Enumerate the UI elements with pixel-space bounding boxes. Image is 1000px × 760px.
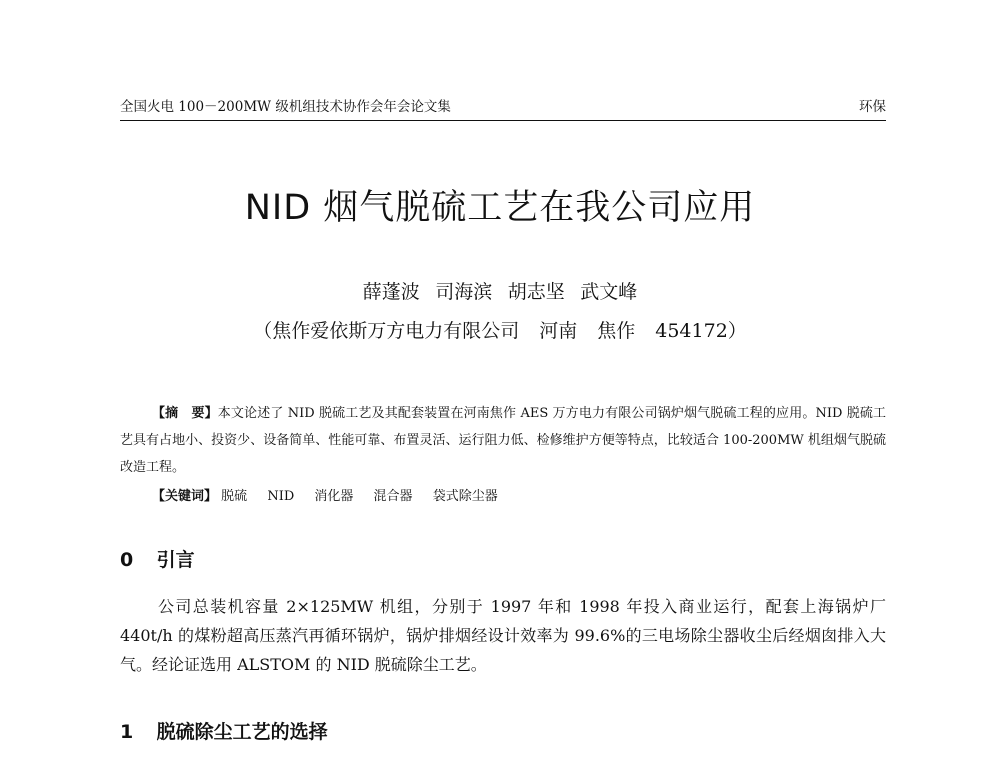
section-number: 0 — [120, 549, 134, 571]
affiliation-city: 焦作 — [597, 320, 636, 342]
affiliation-open-paren: （ — [253, 320, 273, 342]
affiliation-province: 河南 — [539, 320, 578, 342]
abstract — [120, 400, 886, 481]
affiliation-org: 焦作爱依斯万方电力有限公司 — [272, 320, 520, 342]
keywords — [120, 483, 886, 510]
keyword-item: 混合器 — [373, 489, 413, 504]
keyword-item: 脱硫 — [221, 489, 248, 504]
keyword-item: 消化器 — [314, 489, 354, 504]
section-heading-process-selection — [120, 720, 328, 744]
section-number: 1 — [120, 721, 134, 743]
introduction-paragraph: 公司总装机容量 2×125MW 机组，分别于 1997 年和 1998 年投入商业运行，配套上海锅炉厂 440t/h 的煤粉超高压蒸汽再循环锅炉，锅炉排烟经设计效率为 99.6%的三电场除尘器收尘后经烟囱排入大气。经论证选用 ALSTOM 的 NID 脱硫除尘工艺。 — [120, 597, 886, 674]
section-heading-introduction — [120, 548, 195, 572]
affiliation-close-paren: ） — [727, 320, 747, 342]
abstract-text: 本文论述了 NID 脱硫工艺及其配套装置在河南焦作 AES 万方电力有限公司锅炉烟气脱硫工程的应用。NID 脱硫工艺具有占地小、投资少、设备简单、性能可靠、布置灵活、运行阻力低、检修维护方便等特点，比较适合 100-200MW 机组烟气脱硫改造工程。 — [120, 406, 886, 475]
affiliation — [0, 319, 1000, 343]
header-proceedings-title: 全国火电 100－200MW 级机组技术协作会年会论文集 — [120, 99, 451, 115]
affiliation-postcode: 454172 — [655, 320, 728, 342]
section-title: 引言 — [156, 549, 195, 571]
keyword-item: 袋式除尘器 — [432, 489, 498, 504]
abstract-label: 【摘 要】 — [152, 406, 218, 421]
running-header — [120, 98, 886, 121]
keywords-label: 【关键词】 — [152, 489, 218, 504]
keyword-item: NID — [267, 489, 295, 504]
header-section-label: 环保 — [859, 99, 886, 115]
paper-title: NID 烟气脱硫工艺在我公司应用 — [244, 188, 756, 228]
section-title: 脱硫除尘工艺的选择 — [156, 721, 328, 743]
keyword-list — [221, 489, 514, 504]
author-list: 薛蓬波 司海滨 胡志坚 武文峰 — [362, 281, 638, 303]
